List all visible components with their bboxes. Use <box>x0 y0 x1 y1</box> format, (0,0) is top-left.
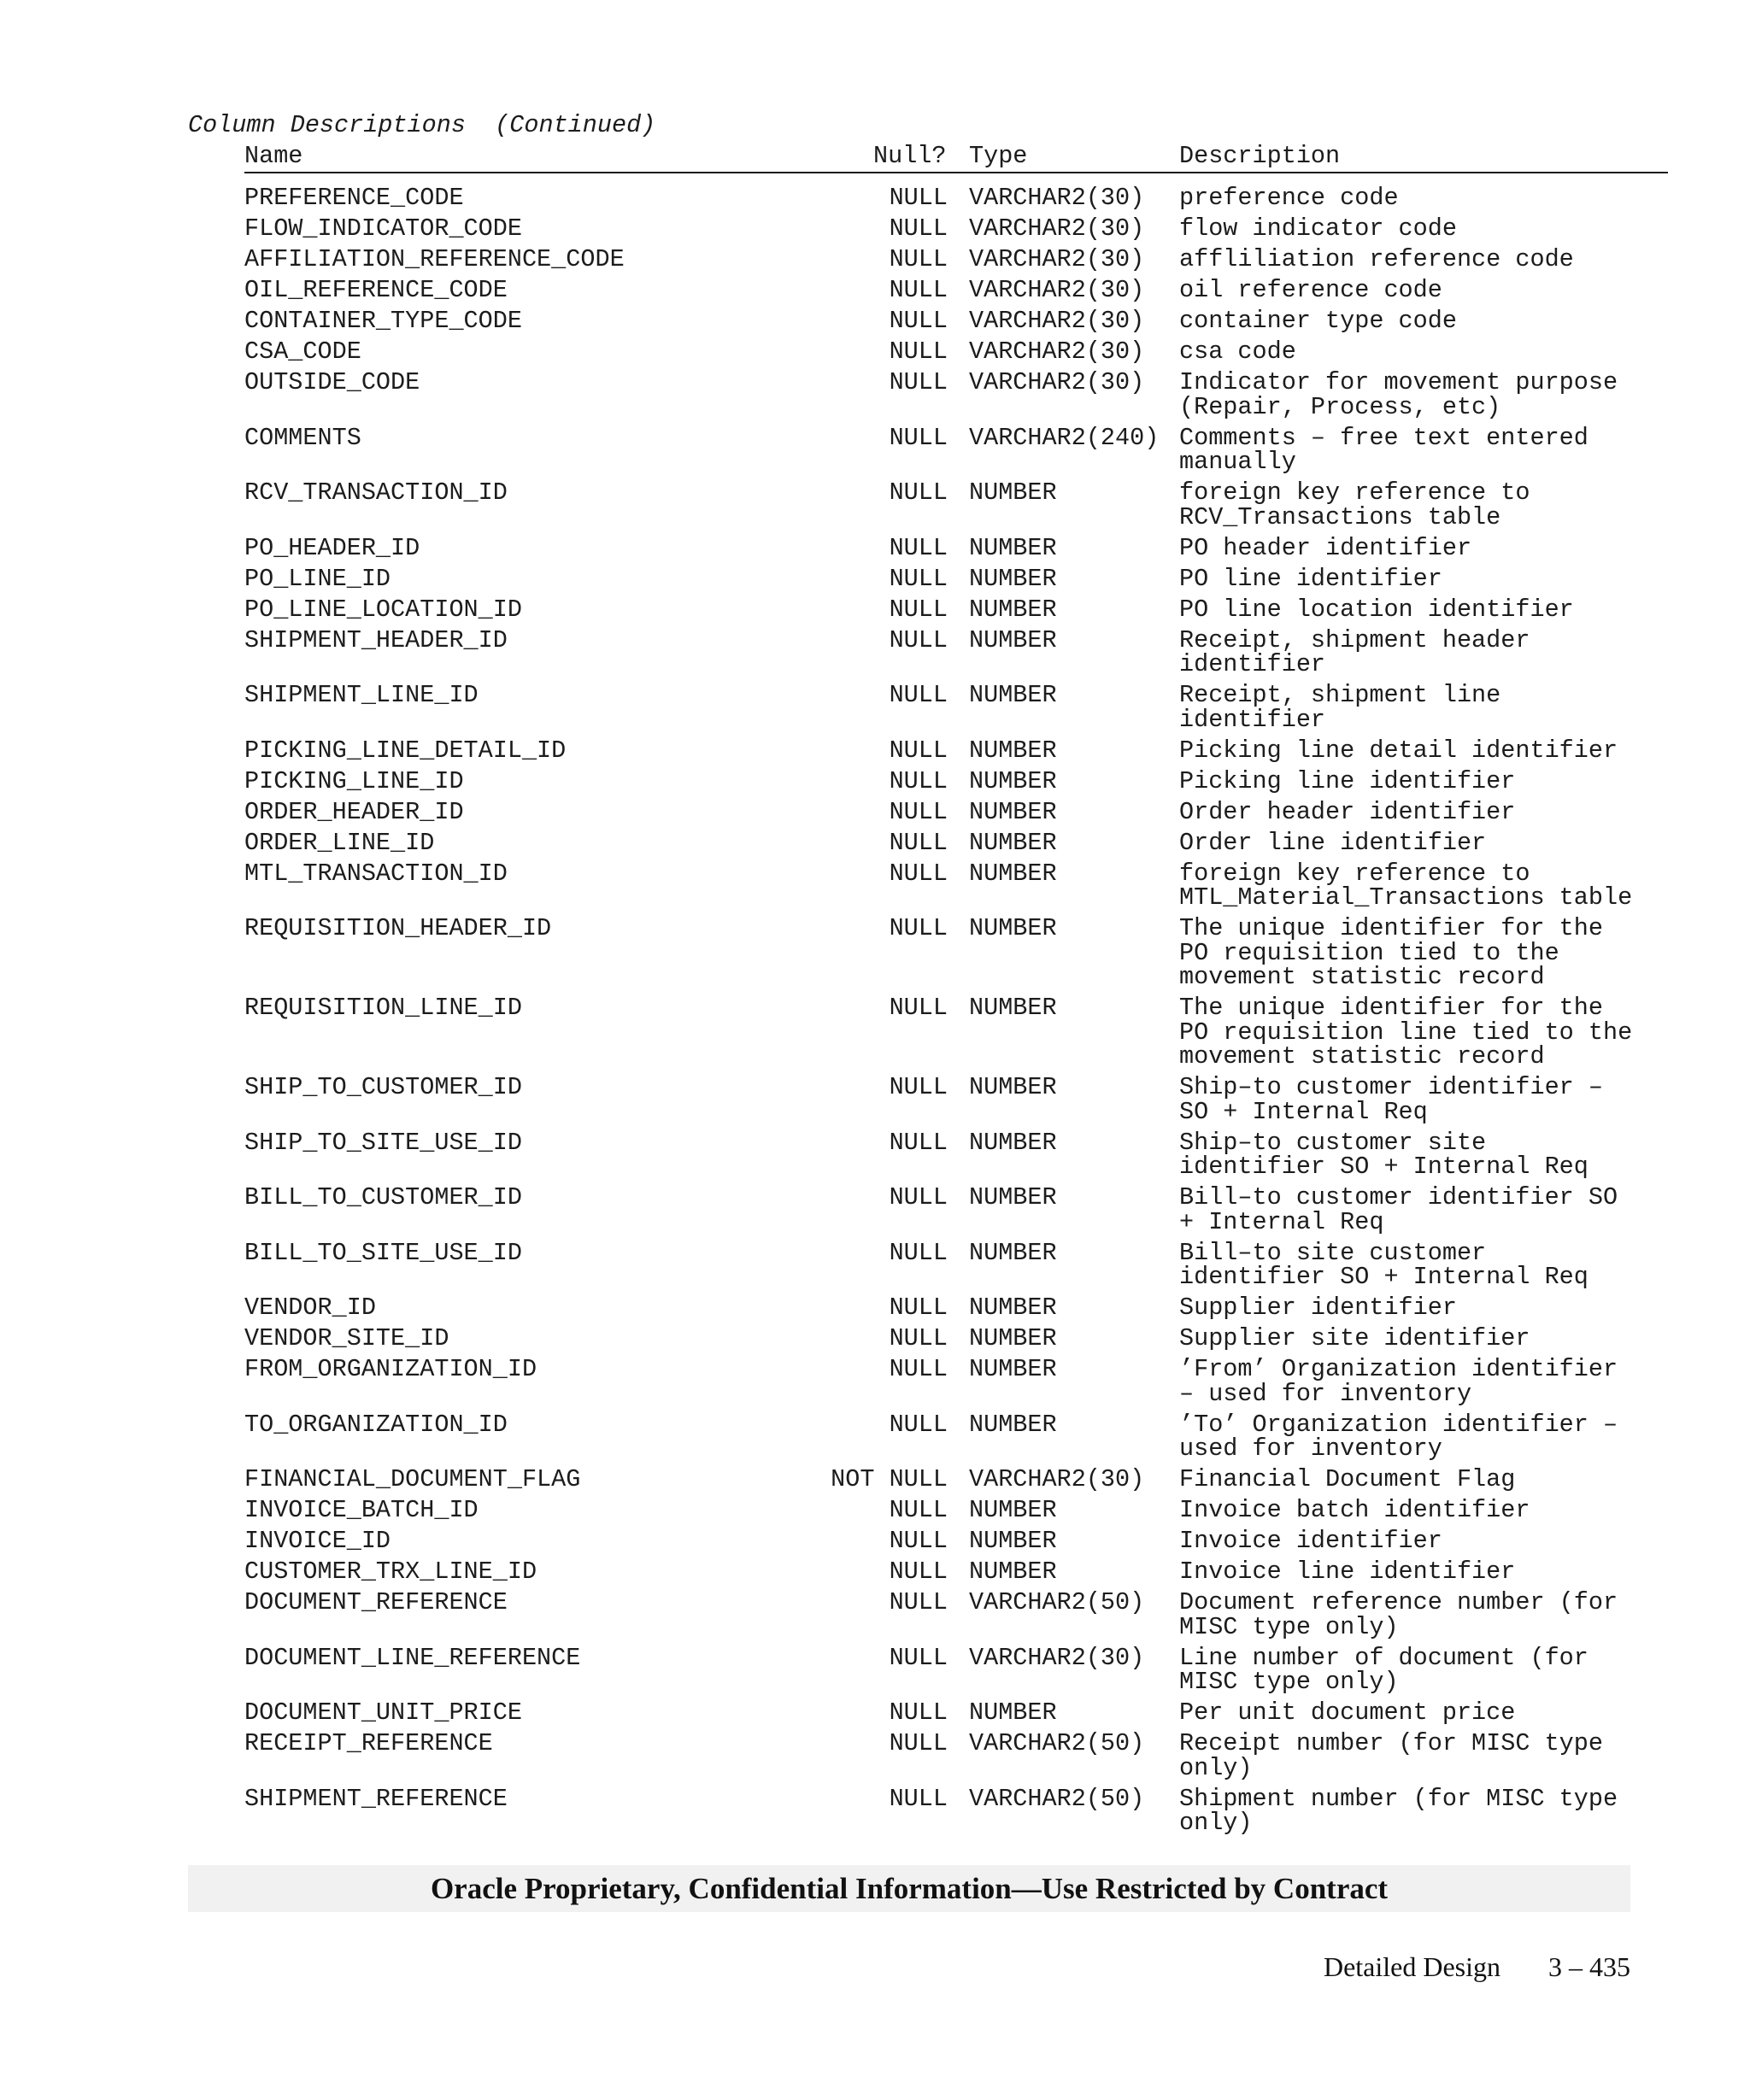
type-cell: NUMBER <box>969 1183 1057 1211</box>
null-cell: NULL <box>889 1643 948 1672</box>
type-cell: VARCHAR2(30) <box>969 245 1145 273</box>
type-cell: NUMBER <box>969 859 1057 888</box>
type-cell: VARCHAR2(50) <box>969 1784 1145 1813</box>
null-cell: NULL <box>889 1183 948 1211</box>
column-name-cell: REQUISITION_HEADER_ID <box>244 914 552 942</box>
description-cell: Per unit document price <box>1179 1698 1516 1727</box>
type-cell: NUMBER <box>969 533 1057 562</box>
column-name-cell: CUSTOMER_TRX_LINE_ID <box>244 1557 537 1586</box>
description-cell: Invoice batch identifier <box>1179 1496 1530 1524</box>
type-cell: NUMBER <box>969 595 1057 624</box>
column-name-cell: DOCUMENT_UNIT_PRICE <box>244 1698 522 1727</box>
column-name-cell: ORDER_LINE_ID <box>244 828 435 857</box>
table-row <box>244 1643 1668 1696</box>
null-cell: NULL <box>889 1557 948 1586</box>
null-cell: NULL <box>889 1355 948 1383</box>
column-name-cell: OIL_REFERENCE_CODE <box>244 276 508 304</box>
footer-section-title: Detailed Design <box>1323 1951 1500 1982</box>
table-row <box>244 368 1668 421</box>
table-row <box>244 1465 1668 1493</box>
table-row <box>244 996 1668 1070</box>
table-row <box>244 1588 1668 1641</box>
type-cell: NUMBER <box>969 994 1057 1022</box>
type-cell: NUMBER <box>969 736 1057 765</box>
description-cell: Receipt, shipment line identifier <box>1179 681 1501 734</box>
null-cell: NULL <box>889 276 948 304</box>
table-header-row <box>244 144 1668 173</box>
type-cell: VARCHAR2(50) <box>969 1588 1145 1616</box>
table-row <box>244 859 1668 912</box>
column-name-cell: PICKING_LINE_ID <box>244 766 464 795</box>
type-cell: VARCHAR2(30) <box>969 307 1145 335</box>
column-name-cell: MTL_TRANSACTION_ID <box>244 859 508 888</box>
table-row <box>244 1238 1668 1291</box>
description-cell: Document reference number (for MISC type only) <box>1179 1588 1618 1641</box>
null-cell: NULL <box>889 1588 948 1616</box>
type-cell: NUMBER <box>969 1496 1057 1524</box>
null-cell: NULL <box>889 797 948 826</box>
table-row <box>244 595 1668 624</box>
confidentiality-banner: Oracle Proprietary, Confidential Information––Use Restricted by Contract <box>188 1865 1630 1912</box>
type-cell: NUMBER <box>969 1293 1057 1322</box>
column-name-cell: TO_ORGANIZATION_ID <box>244 1410 508 1439</box>
column-name-cell: RECEIPT_REFERENCE <box>244 1729 493 1757</box>
table-row <box>244 736 1668 765</box>
description-cell: PO line location identifier <box>1179 595 1574 624</box>
column-name-cell: BILL_TO_SITE_USE_ID <box>244 1238 522 1267</box>
null-cell: NULL <box>889 478 948 507</box>
description-cell: Receipt, shipment header identifier <box>1179 625 1530 678</box>
table-row <box>244 186 1668 211</box>
table-row <box>244 533 1668 562</box>
column-name-cell: BILL_TO_CUSTOMER_ID <box>244 1183 522 1211</box>
table-row <box>244 1410 1668 1463</box>
table-row <box>244 1557 1668 1586</box>
type-cell: VARCHAR2(240) <box>969 423 1160 452</box>
type-cell: NUMBER <box>969 1355 1057 1383</box>
description-cell: The unique identifier for the PO requisition tied to the movement statistic record <box>1179 914 1603 991</box>
table-body <box>244 173 1668 1836</box>
type-cell: NUMBER <box>969 1238 1057 1267</box>
null-cell: NULL <box>889 994 948 1022</box>
null-cell: NULL <box>889 533 948 562</box>
type-cell: VARCHAR2(30) <box>969 1643 1145 1672</box>
column-name-cell: SHIPMENT_LINE_ID <box>244 681 479 709</box>
type-cell: NUMBER <box>969 797 1057 826</box>
column-name-cell: PO_LINE_ID <box>244 564 391 593</box>
column-name-cell: FLOW_INDICATOR_CODE <box>244 214 522 243</box>
table-row <box>244 1293 1668 1322</box>
type-cell: NUMBER <box>969 914 1057 942</box>
type-cell: VARCHAR2(30) <box>969 368 1145 396</box>
description-cell: foreign key reference to MTL_Material_Transactions table <box>1179 859 1633 912</box>
description-cell: Invoice line identifier <box>1179 1557 1516 1586</box>
column-name-cell: ORDER_HEADER_ID <box>244 797 464 826</box>
type-cell: NUMBER <box>969 766 1057 795</box>
table-row <box>244 309 1668 334</box>
description-cell: Line number of document (for MISC type only) <box>1179 1643 1589 1696</box>
type-cell: NUMBER <box>969 478 1057 507</box>
null-cell: NULL <box>889 1293 948 1322</box>
column-name-cell: RCV_TRANSACTION_ID <box>244 478 508 507</box>
null-cell: NULL <box>889 245 948 273</box>
type-cell: NUMBER <box>969 1324 1057 1352</box>
type-cell: NUMBER <box>969 1410 1057 1439</box>
null-cell: NULL <box>889 859 948 888</box>
description-cell: Order line identifier <box>1179 828 1487 857</box>
header-description: Description <box>1179 142 1341 170</box>
section-heading: Column Descriptions (Continued) <box>188 111 656 139</box>
table-row <box>244 214 1668 243</box>
column-name-cell: VENDOR_SITE_ID <box>244 1324 449 1352</box>
null-cell: NULL <box>889 307 948 335</box>
type-cell: VARCHAR2(30) <box>969 276 1145 304</box>
null-cell: NULL <box>889 1128 948 1157</box>
table-row <box>244 1698 1668 1727</box>
column-name-cell: SHIPMENT_REFERENCE <box>244 1784 508 1813</box>
description-cell: Ship–to customer identifier – SO + Internal Req <box>1179 1073 1603 1126</box>
null-cell: NULL <box>889 1073 948 1101</box>
table-row <box>244 1784 1668 1837</box>
table-row <box>244 797 1668 826</box>
table-row <box>244 1529 1668 1554</box>
column-name-cell: INVOICE_BATCH_ID <box>244 1496 479 1524</box>
description-cell: PO header identifier <box>1179 533 1472 562</box>
null-cell: NULL <box>889 1496 948 1524</box>
type-cell: VARCHAR2(30) <box>969 1465 1145 1493</box>
type-cell: NUMBER <box>969 625 1057 654</box>
description-cell: Invoice identifier <box>1179 1527 1442 1555</box>
null-cell: NULL <box>889 1698 948 1727</box>
description-cell: Order header identifier <box>1179 797 1516 826</box>
description-cell: Supplier site identifier <box>1179 1324 1530 1352</box>
null-cell: NULL <box>889 337 948 366</box>
table-row <box>244 766 1668 795</box>
table-row <box>244 1128 1668 1181</box>
description-cell: Picking line detail identifier <box>1179 736 1618 765</box>
column-name-cell: FINANCIAL_DOCUMENT_FLAG <box>244 1465 581 1493</box>
description-cell: Shipment number (for MISC type only) <box>1179 1784 1618 1837</box>
column-name-cell: SHIP_TO_SITE_USE_ID <box>244 1128 522 1157</box>
table-row <box>244 1729 1668 1782</box>
table-row <box>244 423 1668 476</box>
type-cell: VARCHAR2(30) <box>969 184 1145 212</box>
null-cell: NULL <box>889 681 948 709</box>
type-cell: VARCHAR2(30) <box>969 337 1145 366</box>
header-type: Type <box>969 142 1028 170</box>
column-name-cell: SHIP_TO_CUSTOMER_ID <box>244 1073 522 1101</box>
column-name-cell: REQUISITION_LINE_ID <box>244 994 522 1022</box>
description-cell: Comments – free text entered manually <box>1179 423 1589 476</box>
type-cell: VARCHAR2(50) <box>969 1729 1145 1757</box>
column-name-cell: PREFERENCE_CODE <box>244 184 464 212</box>
column-name-cell: PO_LINE_LOCATION_ID <box>244 595 522 624</box>
table-row <box>244 1183 1668 1236</box>
table-row <box>244 276 1668 304</box>
null-cell: NULL <box>889 1410 948 1439</box>
description-cell: preference code <box>1179 184 1399 212</box>
null-cell: NOT NULL <box>831 1465 948 1493</box>
description-cell: csa code <box>1179 337 1296 366</box>
table-row <box>244 625 1668 678</box>
type-cell: NUMBER <box>969 1557 1057 1586</box>
page-footer <box>1324 1951 1630 1983</box>
null-cell: NULL <box>889 184 948 212</box>
null-cell: NULL <box>889 214 948 243</box>
type-cell: NUMBER <box>969 1527 1057 1555</box>
null-cell: NULL <box>889 423 948 452</box>
null-cell: NULL <box>889 1238 948 1267</box>
description-cell: Bill–to customer identifier SO + Internal Req <box>1179 1183 1618 1236</box>
table-row <box>244 683 1668 732</box>
description-cell: Picking line identifier <box>1179 766 1516 795</box>
column-name-cell: DOCUMENT_REFERENCE <box>244 1588 508 1616</box>
description-cell: ’From’ Organization identifier – used for inventory <box>1179 1355 1618 1408</box>
column-name-cell: OUTSIDE_CODE <box>244 368 420 396</box>
description-cell: Indicator for movement purpose (Repair, Process, etc) <box>1179 368 1618 421</box>
description-cell: Receipt number (for MISC type only) <box>1179 1729 1603 1782</box>
description-cell: ’To’ Organization identifier – used for inventory <box>1179 1410 1618 1463</box>
description-cell: container type code <box>1179 307 1457 335</box>
null-cell: NULL <box>889 1729 948 1757</box>
null-cell: NULL <box>889 914 948 942</box>
table-row <box>244 828 1668 857</box>
table-row <box>244 478 1668 531</box>
description-cell: Bill–to site customer identifier SO + Internal Req <box>1179 1238 1589 1291</box>
type-cell: NUMBER <box>969 1128 1057 1157</box>
null-cell: NULL <box>889 766 948 795</box>
column-name-cell: COMMENTS <box>244 423 361 452</box>
null-cell: NULL <box>889 564 948 593</box>
null-cell: NULL <box>889 1527 948 1555</box>
null-cell: NULL <box>889 625 948 654</box>
type-cell: NUMBER <box>969 564 1057 593</box>
type-cell: VARCHAR2(30) <box>969 214 1145 243</box>
column-name-cell: PO_HEADER_ID <box>244 533 420 562</box>
description-cell: Ship–to customer site identifier SO + Internal Req <box>1179 1128 1589 1181</box>
table-row <box>244 337 1668 366</box>
table-row <box>244 245 1668 273</box>
table-row <box>244 564 1668 593</box>
table-row <box>244 1324 1668 1352</box>
header-name: Name <box>244 142 303 170</box>
table-row <box>244 1496 1668 1524</box>
column-name-cell: DOCUMENT_LINE_REFERENCE <box>244 1643 581 1672</box>
type-cell: NUMBER <box>969 828 1057 857</box>
header-null: Null? <box>873 142 947 170</box>
null-cell: NULL <box>889 828 948 857</box>
column-name-cell: CSA_CODE <box>244 337 361 366</box>
description-cell: Financial Document Flag <box>1179 1465 1516 1493</box>
type-cell: NUMBER <box>969 1698 1057 1727</box>
column-name-cell: FROM_ORGANIZATION_ID <box>244 1355 537 1383</box>
description-cell: affliliation reference code <box>1179 245 1574 273</box>
null-cell: NULL <box>889 595 948 624</box>
type-cell: NUMBER <box>969 681 1057 709</box>
null-cell: NULL <box>889 368 948 396</box>
column-name-cell: INVOICE_ID <box>244 1527 391 1555</box>
description-cell: foreign key reference to RCV_Transactions table <box>1179 478 1530 531</box>
description-cell: PO line identifier <box>1179 564 1442 593</box>
column-descriptions-table <box>244 144 1668 1842</box>
column-name-cell: CONTAINER_TYPE_CODE <box>244 307 522 335</box>
description-cell: flow indicator code <box>1179 214 1457 243</box>
table-row <box>244 1073 1668 1126</box>
description-cell: Supplier identifier <box>1179 1293 1457 1322</box>
column-name-cell: SHIPMENT_HEADER_ID <box>244 625 508 654</box>
description-cell: oil reference code <box>1179 276 1442 304</box>
null-cell: NULL <box>889 736 948 765</box>
column-name-cell: VENDOR_ID <box>244 1293 376 1322</box>
null-cell: NULL <box>889 1784 948 1813</box>
table-row <box>244 1355 1668 1408</box>
description-cell: The unique identifier for the PO requisition line tied to the movement statistic record <box>1179 994 1633 1071</box>
column-name-cell: AFFILIATION_REFERENCE_CODE <box>244 245 625 273</box>
page-number: 3 – 435 <box>1548 1951 1630 1982</box>
null-cell: NULL <box>889 1324 948 1352</box>
type-cell: NUMBER <box>969 1073 1057 1101</box>
table-row <box>244 914 1668 991</box>
column-name-cell: PICKING_LINE_DETAIL_ID <box>244 736 567 765</box>
